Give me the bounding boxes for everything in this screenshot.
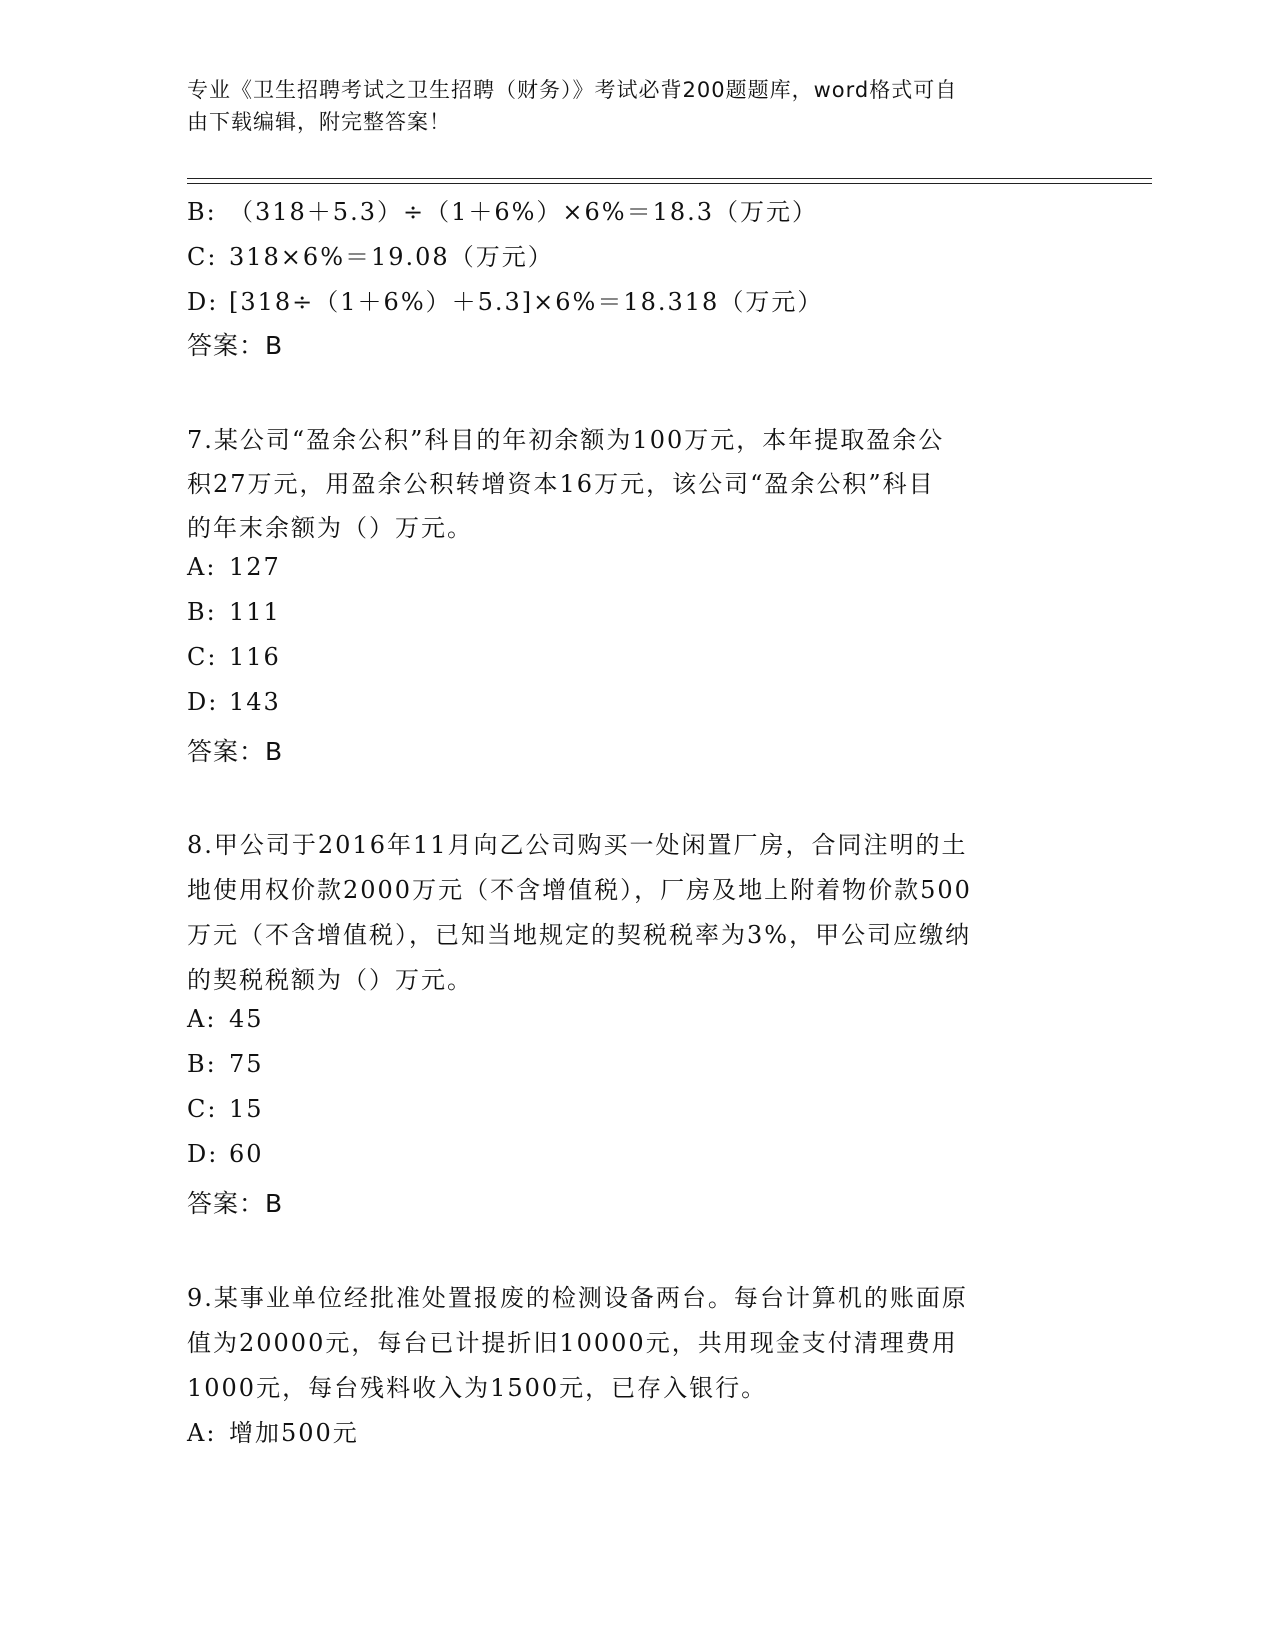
- question-text-line: 的年末余额为（）万元。: [187, 514, 473, 542]
- option-c: [187, 237, 554, 272]
- option-c: [187, 643, 281, 671]
- option-d: [187, 688, 281, 716]
- option-text: 60: [229, 1140, 264, 1168]
- option-label: D:: [187, 1140, 219, 1168]
- option-text: 111: [229, 598, 281, 626]
- answer-line: 答案：B: [187, 1189, 284, 1218]
- header-divider-top: [187, 178, 1152, 179]
- option-text: 116: [229, 643, 281, 671]
- option-a: [187, 1005, 264, 1033]
- option-label: B:: [187, 1050, 217, 1078]
- option-label: A:: [187, 1005, 217, 1033]
- header-title-line-1: 专业《卫生招聘考试之卫生招聘（财务）》考试必背200题题库，word格式可自: [187, 78, 958, 102]
- option-text: 127: [229, 553, 281, 581]
- option-text: 45: [229, 1005, 264, 1033]
- option-b: [187, 598, 281, 626]
- option-label: B:: [187, 598, 217, 626]
- option-label: A:: [187, 553, 217, 581]
- option-text: （318＋5.3）÷（1＋6%）×6%＝18.3（万元）: [229, 198, 819, 226]
- option-b: [187, 1050, 264, 1078]
- option-text: 143: [229, 688, 281, 716]
- option-label: D:: [187, 688, 219, 716]
- question-text-line: 地使用权价款2000万元（不含增值税），厂房及地上附着物价款500: [187, 876, 972, 904]
- option-label: A:: [187, 1419, 217, 1447]
- question-text-line: 值为20000元，每台已计提折旧10000元，共用现金支付清理费用: [187, 1329, 958, 1357]
- option-text: 318×6%＝19.08（万元）: [229, 243, 554, 271]
- option-text: 15: [229, 1095, 264, 1123]
- question-text-line: 7.某公司“盈余公积”科目的年初余额为100万元，本年提取盈余公: [187, 426, 945, 454]
- option-text: 增加500元: [229, 1419, 359, 1447]
- option-label: D:: [187, 288, 219, 316]
- header-divider-bottom: [187, 183, 1152, 184]
- option-label: B:: [187, 198, 217, 226]
- option-label: C:: [187, 243, 218, 271]
- header-title-line-2: 由下载编辑，附完整答案！: [187, 110, 451, 134]
- option-a: [187, 1413, 359, 1448]
- question-text-line: 1000元，每台残料收入为1500元，已存入银行。: [187, 1374, 768, 1402]
- question-text-line: 9.某事业单位经批准处置报废的检测设备两台。每台计算机的账面原: [187, 1284, 968, 1312]
- option-label: C:: [187, 643, 218, 671]
- question-text-line: 万元（不含增值税），已知当地规定的契税税率为3%，甲公司应缴纳: [187, 921, 972, 949]
- option-d: [187, 1140, 264, 1168]
- question-text-line: 的契税税额为（）万元。: [187, 966, 473, 994]
- option-text: 75: [229, 1050, 264, 1078]
- question-text-line: 积27万元，用盈余公积转增资本16万元，该公司“盈余公积”科目: [187, 470, 935, 498]
- option-d: [187, 282, 823, 317]
- question-text-line: 8.甲公司于2016年11月向乙公司购买一处闲置厂房，合同注明的土: [187, 831, 968, 859]
- option-text: [318÷（1＋6%）＋5.3]×6%＝18.318（万元）: [229, 288, 824, 316]
- option-b: [187, 192, 818, 227]
- option-label: C:: [187, 1095, 218, 1123]
- answer-line: 答案：B: [187, 737, 284, 766]
- option-a: [187, 553, 281, 581]
- document-header: [187, 74, 1067, 138]
- answer-line: 答案：B: [187, 331, 284, 360]
- option-c: [187, 1095, 264, 1123]
